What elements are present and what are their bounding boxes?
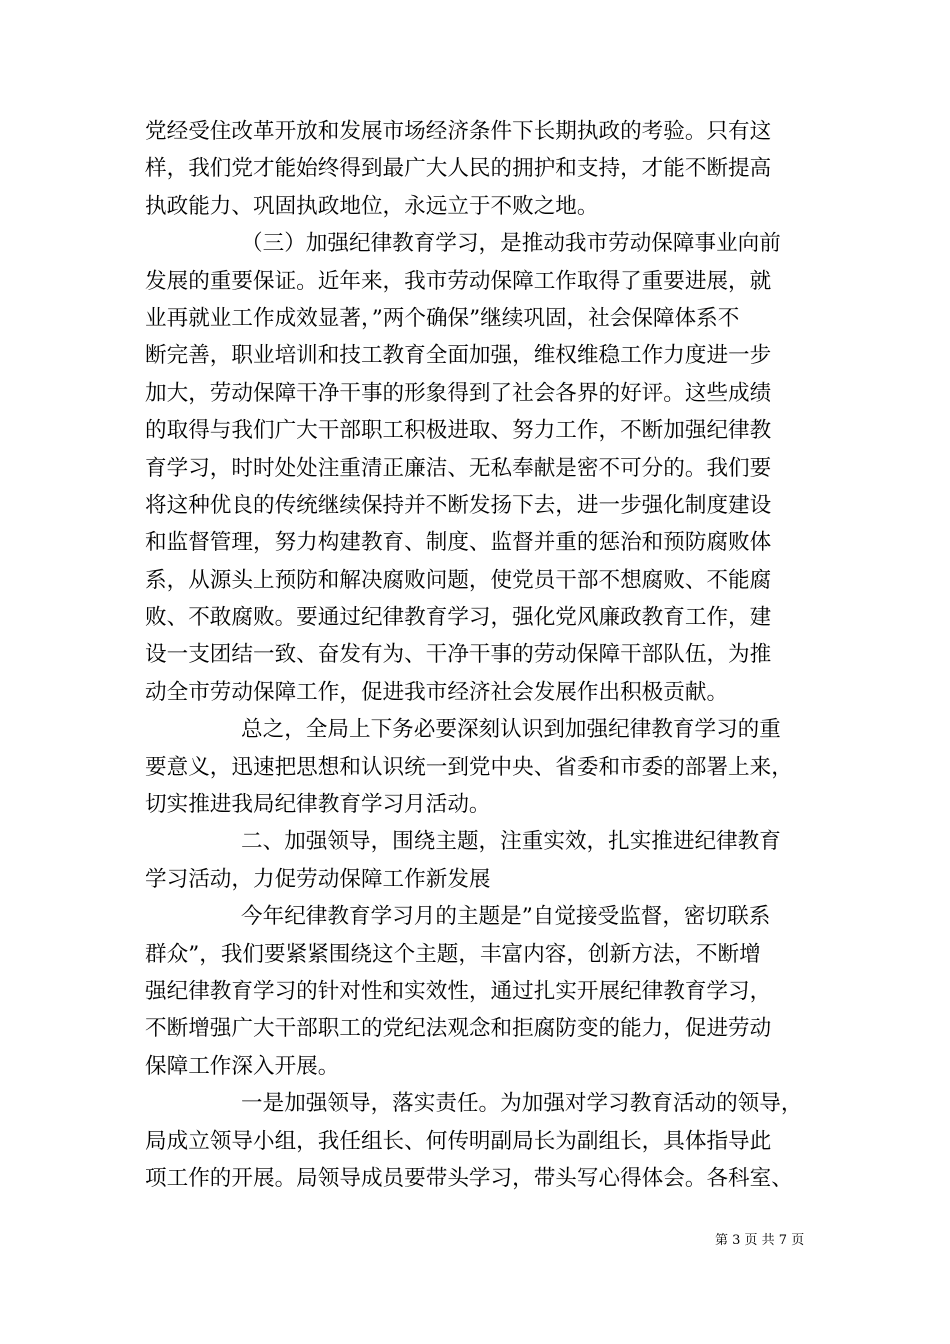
paragraph-start-line: 总之，全局上下务必要深刻认识到加强纪律教育学习的重 [241,717,781,743]
text-line: 不断增强广大干部职工的党纪法观念和拒腐防变的能力，促进劳动 [145,1016,772,1042]
text-line: 动全市劳动保障工作，促进我市经济社会发展作出积极贡献。 [145,679,729,705]
text-line: 发展的重要保证。近年来，我市劳动保障工作取得了重要进展，就 [145,268,772,294]
text-line: 群众”，我们要紧紧围绕这个主题，丰富内容，创新方法，不断增 [145,941,761,967]
text-line: 败、不敢腐败。要通过纪律教育学习，强化党风廉政教育工作，建 [145,605,772,631]
section-heading-line: 学习活动，力促劳动保障工作新发展 [145,866,491,892]
section-heading-line: 二、加强领导，围绕主题，注重实效，扎实推进纪律教育 [241,829,781,855]
text-line: 的取得与我们广大干部职工积极进取、努力工作，不断加强纪律教 [145,418,772,444]
text-line: 设一支团结一致、奋发有为、干净干事的劳动保障干部队伍，为推 [145,642,772,668]
text-line: 加大，劳动保障干净干事的形象得到了社会各界的好评。这些成绩 [145,380,772,406]
text-line: 保障工作深入开展。 [145,1053,340,1079]
text-line: 系，从源头上预防和解决腐败问题，使党员干部不想腐败、不能腐 [145,567,772,593]
text-line: 项工作的开展。局领导成员要带头学习，带头写心得体会。各科室、 [145,1165,793,1191]
text-line: 局成立领导小组，我任组长、何传明副局长为副组长，具体指导此 [145,1128,772,1154]
text-line: 育学习，时时处处注重清正廉洁、无私奉献是密不可分的。我们要 [145,455,772,481]
text-line: 执政能力、巩固执政地位，永远立于不败之地。 [145,193,599,219]
page-number: 第 3 页 共 7 页 [715,1233,805,1248]
text-line: 切实推进我局纪律教育学习月活动。 [145,792,491,818]
body-text [145,113,817,1197]
paragraph-start-line: 今年纪律教育学习月的主题是”自觉接受监督，密切联系 [241,904,771,930]
text-line: 断完善，职业培训和技工教育全面加强，维权维稳工作力度进一步 [145,343,772,369]
text-line: 党经受住改革开放和发展市场经济条件下长期执政的考验。只有这 [145,119,772,144]
text-line: 样，我们党才能始终得到最广大人民的拥护和支持，才能不断提高 [145,156,772,182]
text-line: 强纪律教育学习的针对性和实效性，通过扎实开展纪律教育学习， [145,978,772,1004]
paragraph-start-line: （三）加强纪律教育学习，是推动我市劳动保障事业向前 [241,231,781,257]
text-line: 和监督管理，努力构建教育、制度、监督并重的惩治和预防腐败体 [145,530,772,556]
text-line: 要意义，迅速把思想和认识统一到党中央、省委和市委的部署上来， [145,754,793,780]
paragraph-start-line: 一是加强领导，落实责任。为加强对学习教育活动的领导， [241,1091,803,1117]
text-line: 业再就业工作成效显著，”两个确保”继续巩固，社会保障体系不 [145,305,740,331]
text-line: 将这种优良的传统继续保持并不断发扬下去，进一步强化制度建设 [145,492,772,518]
